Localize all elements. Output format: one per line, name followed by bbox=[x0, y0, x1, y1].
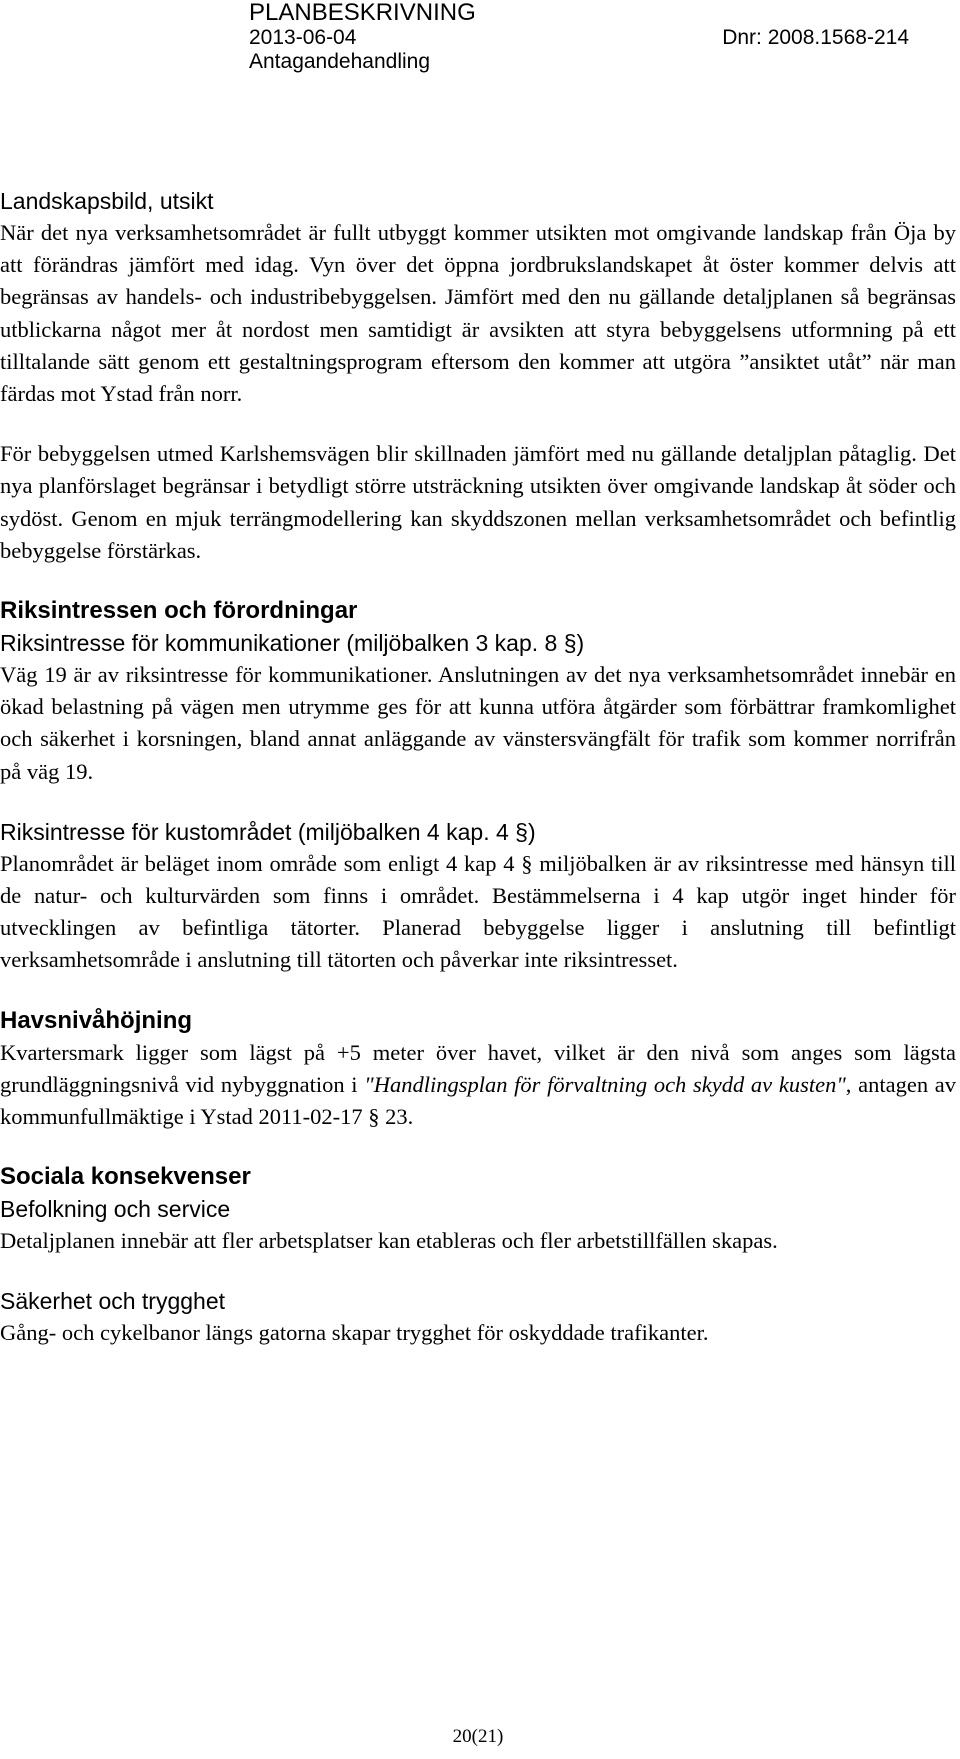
sakerhet-trygghet-paragraph: Gång- och cykelbanor längs gatorna skapar trygghet för oskyddade trafikanter. bbox=[0, 1320, 709, 1346]
befolkning-service-paragraph: Detaljplanen innebär att fler arbetsplatser kan etableras och fler arbetstillfällen skapas. bbox=[0, 1228, 778, 1254]
sociala-konsekvenser-heading: Sociala konsekvenser bbox=[0, 1163, 251, 1191]
document-registration-number: Dnr: 2008.1568-214 bbox=[722, 26, 909, 49]
riksintresse-kommunikationer-paragraph: Väg 19 är av riksintresse för kommunikationer. Anslutningen av det nya verksamhetsområdet innebär en ökad belastning på vägen men utrymme ges för att kunna utföra åtgärder som förbättrar framkomlighet och säkerhet i korsningen, bland annat anläggande av vänstersvängfält för trafik som kommer norrifrån på väg 19. bbox=[0, 662, 956, 784]
document-date: 2013-06-04 bbox=[249, 26, 357, 49]
header-meta-row bbox=[249, 26, 909, 50]
page-number: 20(21) bbox=[452, 1726, 504, 1747]
landskap-heading: Landskapsbild, utsikt bbox=[0, 188, 214, 214]
landskap-paragraph-1: När det nya verksamhetsområdet är fullt utbyggt kommer utsikten mot omgivande landskap från Öja by att förändras jämfört med idag. Vyn över det öppna jordbrukslandskapet åt öster kommer delvis att begränsas av handels- och industribebyggelsen. Jämfört med den nu gällande detaljplanen så begränsas utblickarna något mer åt nordost men samtidigt är avsikten att styra bebyggelsens utformning på ett tilltalande sätt genom ett gestaltningsprogram eftersom den kommer att utgöra ”ansiktet utåt” när man färdas mot Ystad från norr. bbox=[0, 220, 956, 407]
document-status: Antagandehandling bbox=[249, 50, 431, 73]
havsniva-text-b: , antagen av kommunfullmäktige i Ystad 2011-02-17 § 23. bbox=[0, 1071, 957, 1130]
riksintresse-kust-paragraph: Planområdet är beläget inom område som enligt 4 kap 4 § miljöbalken är av riksintresse med hänsyn till de natur- och kulturvärden som finns i området. Bestämmelserna i 4 kap utgör inget hinder för utvecklingen av befintliga tätorter. Planerad bebyggelse ligger i anslutning till befintligt verksamhetsområde i anslutning till tätorten och påverkar inte riksintresset. bbox=[0, 850, 956, 973]
sakerhet-trygghet-heading: Säkerhet och trygghet bbox=[0, 1288, 226, 1315]
havsniva-paragraph bbox=[0, 1037, 956, 1134]
riksintressen-heading: Riksintressen och förordningar bbox=[0, 597, 358, 625]
havsniva-heading: Havsnivåhöjning bbox=[0, 1006, 193, 1034]
befolkning-service-heading: Befolkning och service bbox=[0, 1196, 231, 1223]
riksintresse-kommunikationer-heading: Riksintresse för kommunikationer (miljöbalken 3 kap. 8 §) bbox=[0, 630, 585, 657]
document-title: PLANBESKRIVNING bbox=[249, 0, 476, 26]
riksintresse-kust-heading: Riksintresse för kustområdet (miljöbalken 4 kap. 4 §) bbox=[0, 818, 536, 845]
page-header bbox=[249, 0, 909, 74]
page-content bbox=[0, 185, 956, 1350]
havsniva-document-reference: "Handlingsplan för förvaltning och skydd av kusten" bbox=[364, 1071, 846, 1097]
havsniva-text-a: Kvartersmark ligger som lägst på +5 meter över havet, vilket är den nivå som anges som lägsta grundläggningsnivå vid nybyggnation i bbox=[0, 1039, 956, 1097]
landskap-paragraph-2: För bebyggelsen utmed Karlshemsvägen blir skillnaden jämfört med nu gällande detaljplan påtaglig. Det nya planförslaget begränsar i betydligt större utsträckning utsikten över omgivande landskap åt söder och sydöst. Genom en mjuk terrängmodellering kan skyddszonen mellan verksamhetsområdet och befintlig bebyggelse förstärkas. bbox=[0, 441, 956, 563]
